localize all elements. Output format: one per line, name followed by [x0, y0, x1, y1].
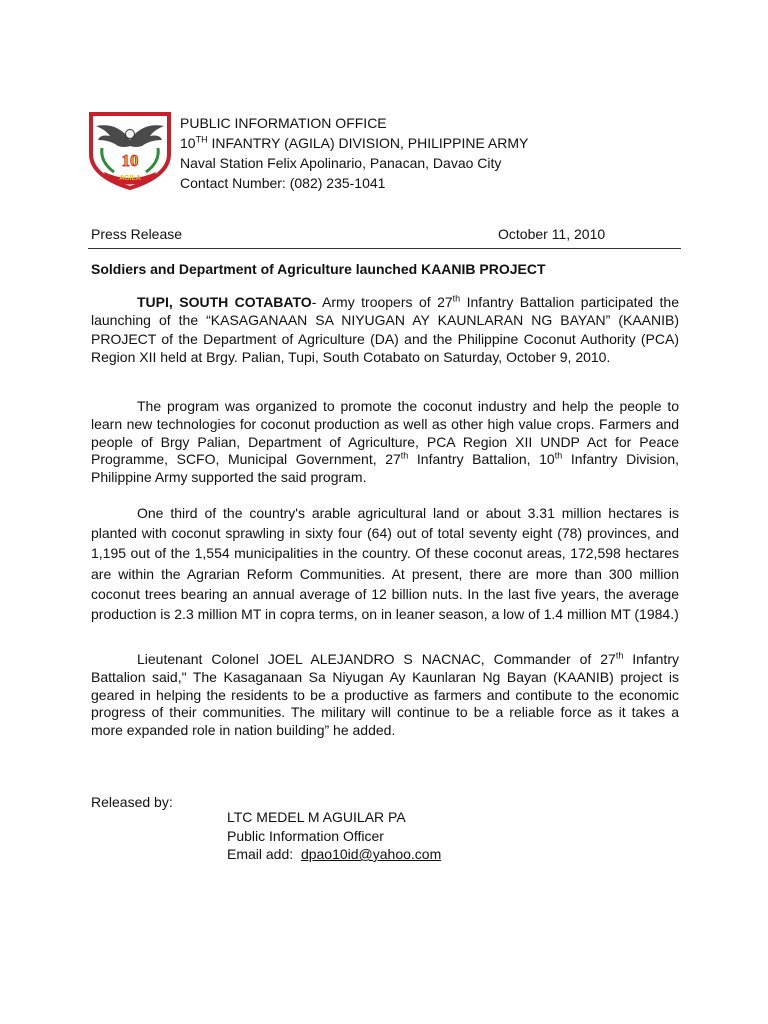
eagle-head-icon: [126, 130, 135, 139]
paragraph-2-text-c: Infantry Division, Philippine Army supported the said program.: [91, 451, 680, 486]
division-title: INFANTRY (AGILA) DIVISION, PHILIPPINE ARMY: [207, 135, 529, 151]
office-name: PUBLIC INFORMATION OFFICE: [180, 115, 387, 131]
paragraph-2-text-a: The program was organized to promote the coconut industry and help the people to learn new technologies for coconut production as well as other high value crops. Farmers and people of Brgy Palian, Department of Agriculture, PCA Region XII UNDP Act for Peace Programme, SCFO, Municipal Government, 27: [91, 398, 679, 468]
release-line: [91, 226, 681, 242]
paragraph-1-text-b: Infantry Battalion participated the launching of the “KASAGANAAN SA NIYUGAN AY KAUNLARAN NG BAYAN” (KAANIB) PROJECT of the Department of Agriculture (DA) and the Philippine Coconut Authority (PCA) Region XII held at Brgy. Palian, Tupi, South Cotabato on Saturday, October 9, 2010.: [91, 294, 679, 365]
release-label: Press Release: [91, 226, 183, 242]
signer-name: LTC MEDEL M AGUILAR PA: [227, 809, 406, 825]
paragraph-4-text-a: Lieutenant Colonel JOEL ALEJANDRO S NACNAC, Commander of 27: [137, 651, 616, 667]
office-address: Naval Station Felix Apolinario, Panacan, Davao City: [180, 155, 502, 171]
paragraph-2: [91, 398, 679, 487]
paragraph-3: [91, 503, 679, 624]
division-ordinal: TH: [195, 134, 208, 145]
paragraph-3-text: One third of the country's arable agricultural land or about 3.31 million hectares is planted with coconut sprawling in sixty four (64) out of total seventy eight (78) provinces, and 1,195 out of the 1,554 municipalities in the country. Of these coconut areas, 172,598 hectares are within the Agrarian Reform Communities. At present, there are more than 300 million coconut trees bearing an annual average of 12 billion nuts. In the last five years, the average production is 2.3 million MT in copra terms, on in leaner season, a low of 1.4 million MT (1984.): [91, 505, 679, 623]
release-date: October 11, 2010: [498, 226, 606, 242]
logo-banner-text: AGILA: [119, 175, 141, 182]
ordinal-sup: th: [400, 450, 409, 461]
division-number: 10: [180, 135, 196, 151]
ordinal-sup: th: [554, 450, 563, 461]
paragraph-4-text-b: Infantry Battalion said," The Kasaganaan Sa Niyugan Ay Kaunlaran Ng Bayan (KAANIB) project is geared in helping the residents to be a productive as farmers and contibute to the economic progress of their communities. The military will continue to be a reliable force as it takes a more expanded role in nation building” he added.: [91, 651, 679, 739]
dateline: TUPI, SOUTH COTABATO: [137, 294, 312, 310]
paragraph-2-text-b: Infantry Battalion, 10: [408, 451, 555, 468]
paragraph-1-text-a: - Army troopers of 27: [311, 294, 453, 310]
logo-number: 10: [121, 151, 139, 170]
signer-email-line: [227, 845, 441, 864]
signature-block: [227, 808, 441, 864]
ordinal-sup: th: [615, 650, 624, 661]
paragraph-1: [91, 293, 679, 366]
division-name: [180, 133, 528, 153]
letterhead: [180, 113, 528, 193]
agila-division-logo: [88, 110, 172, 190]
email-link[interactable]: dpao10id@yahoo.com: [300, 846, 442, 862]
contact-number: Contact Number: (082) 235-1041: [180, 175, 386, 191]
headline: Soldiers and Department of Agriculture launched KAANIB PROJECT: [91, 261, 546, 277]
email-label: Email add:: [227, 846, 301, 862]
header-divider: [88, 248, 681, 249]
released-by-label: Released by:: [91, 794, 173, 810]
ordinal-sup: th: [452, 293, 461, 304]
signer-title: Public Information Officer: [227, 827, 384, 844]
paragraph-4: [91, 651, 679, 740]
